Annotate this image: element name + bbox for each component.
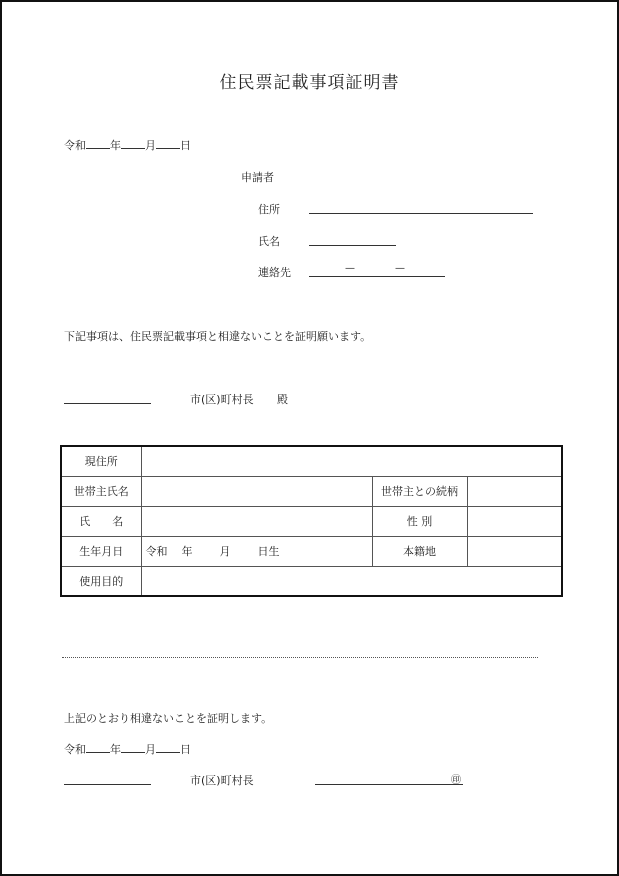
current-address-cell[interactable] bbox=[141, 446, 562, 476]
table-row bbox=[61, 536, 562, 566]
sex-label: 性 別 bbox=[372, 506, 467, 536]
relation-cell[interactable] bbox=[467, 476, 562, 506]
sex-cell[interactable] bbox=[467, 506, 562, 536]
certification-statement: 上記のとおり相違ないことを証明します。 bbox=[64, 712, 273, 725]
certifier-name-field[interactable] bbox=[315, 784, 463, 785]
name-label: 氏 名 bbox=[61, 506, 141, 536]
certificate-form-table bbox=[60, 445, 563, 597]
addressee-municipality-field[interactable] bbox=[64, 403, 151, 404]
dob-month: 月 bbox=[219, 545, 231, 558]
day-blank[interactable] bbox=[156, 742, 180, 753]
date-year: 年 bbox=[110, 743, 121, 756]
certifier-municipality-field[interactable] bbox=[64, 784, 151, 785]
purpose-label: 使用目的 bbox=[61, 566, 141, 596]
day-blank[interactable] bbox=[156, 138, 180, 149]
applicant-heading: 申請者 bbox=[241, 171, 274, 184]
month-blank[interactable] bbox=[121, 138, 145, 149]
relation-label: 世帯主との続柄 bbox=[372, 476, 467, 506]
applicant-address-field[interactable] bbox=[309, 213, 533, 214]
name-cell[interactable] bbox=[141, 506, 372, 536]
contact-separator-2: — bbox=[395, 263, 405, 274]
year-blank[interactable] bbox=[86, 138, 110, 149]
dob-cell[interactable] bbox=[141, 536, 372, 566]
table-row bbox=[61, 476, 562, 506]
applicant-address-label: 住所 bbox=[258, 203, 280, 216]
dob-label: 生年月日 bbox=[61, 536, 141, 566]
date-era: 令和 bbox=[64, 139, 86, 152]
document-title: 住民票記載事項証明書 bbox=[219, 73, 400, 93]
domicile-cell[interactable] bbox=[467, 536, 562, 566]
date-day: 日 bbox=[180, 139, 191, 152]
dob-era: 令和 bbox=[145, 545, 168, 558]
date-month: 月 bbox=[145, 139, 156, 152]
applicant-name-field[interactable] bbox=[309, 245, 396, 246]
date-month: 月 bbox=[145, 743, 156, 756]
table-row bbox=[61, 566, 562, 596]
table-row bbox=[61, 446, 562, 476]
date-year: 年 bbox=[110, 139, 121, 152]
head-of-household-cell[interactable] bbox=[141, 476, 372, 506]
addressee-office: 市(区)町村長 bbox=[190, 393, 254, 406]
date-day: 日 bbox=[180, 743, 191, 756]
month-blank[interactable] bbox=[121, 742, 145, 753]
table-row bbox=[61, 506, 562, 536]
dob-year: 年 bbox=[181, 545, 193, 558]
date-era: 令和 bbox=[64, 743, 86, 756]
applicant-contact-label: 連絡先 bbox=[258, 266, 291, 279]
year-blank[interactable] bbox=[86, 742, 110, 753]
certification-date bbox=[64, 741, 191, 757]
addressee-honorific: 殿 bbox=[277, 393, 288, 406]
certifier-office: 市(区)町村長 bbox=[190, 774, 254, 787]
domicile-label: 本籍地 bbox=[372, 536, 467, 566]
cut-line bbox=[62, 657, 538, 658]
applicant-contact-field[interactable] bbox=[309, 276, 445, 277]
dob-day: 日生 bbox=[257, 545, 280, 558]
current-address-label: 現住所 bbox=[61, 446, 141, 476]
head-of-household-label: 世帯主氏名 bbox=[61, 476, 141, 506]
application-date bbox=[64, 137, 191, 153]
request-statement: 下記事項は、住民票記載事項と相違ないことを証明願います。 bbox=[64, 330, 372, 343]
seal-mark: ㊞ bbox=[451, 775, 461, 786]
purpose-cell[interactable] bbox=[141, 566, 562, 596]
applicant-name-label: 氏名 bbox=[258, 235, 280, 248]
contact-separator-1: — bbox=[345, 263, 355, 274]
